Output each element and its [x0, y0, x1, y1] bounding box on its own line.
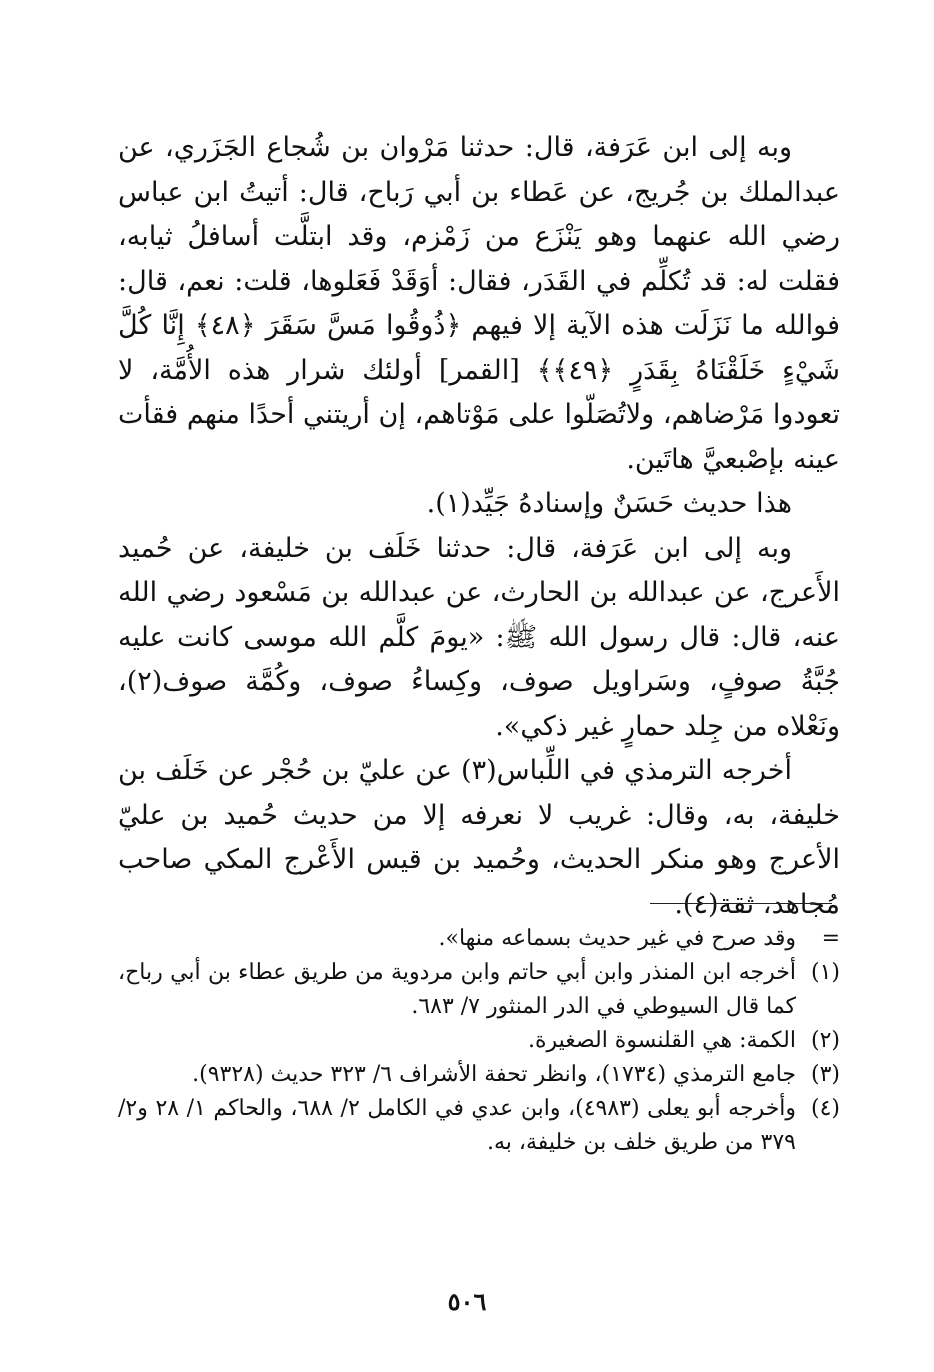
footnote-4 — [118, 1092, 840, 1160]
footnote-3 — [118, 1058, 840, 1092]
main-text — [118, 126, 840, 927]
paragraph-1: وبه إلى ابن عَرَفة، قال: حدثنا مَرْوان بن شُجاع الجَزَري، عن عبدالملك بن جُريج، عن عَطاء بن أبي رَباح، قال: أتيتُ ابن عباس رضي الله عنهما وهو يَنْزَع من زَمْزم، وقد ابتلَّت أسافلُ ثيابه، فقلت له: قد تُكلِّم في القَدَر، فقال: أوَقَدْ فَعَلوها، قلت: نعم، قال: فوالله ما نَزَلَت هذه الآية إلا فيهم ﴿ذُوقُوا مَسَّ سَقَرَ ﴿٤٨﴾ إِنَّا كُلَّ شَيْءٍ خَلَقْنَاهُ بِقَدَرٍ ﴿٤٩﴾﴾ [القمر] أولئك شرار هذه الأُمَّة، لا تعودوا مَرْضاهم، ولاتُصَلّوا على مَوْتاهم، إن أريتني أحدًا منهم فقأت عينه بإصْبعيَّ هاتَين. — [118, 132, 840, 475]
paragraph-3: وبه إلى ابن عَرَفة، قال: حدثنا خَلَف بن خليفة، عن حُميد الأَعرج، عن عبدالله بن الحارث، عن عبدالله بن مَسْعود رضي الله عنه، قال: قال رسول الله ﷺ: «يومَ كلَّم الله موسى كانت عليه جُبَّةُ صوفٍ، وسَراويل صوف، وكِساءُ صوف، وكُمَّة صوف(٢)، ونَعْلاه من جِلد حمارٍ غير ذكي». — [118, 532, 840, 742]
footnote-separator — [650, 903, 832, 904]
footnote-continuation — [118, 922, 840, 956]
footnote-1 — [118, 956, 840, 1024]
footnote-2 — [118, 1024, 840, 1058]
page-number: ٥٠٦ — [447, 1287, 487, 1316]
footnote-mark: = — [821, 926, 840, 951]
footnote-text: أخرجه ابن المنذر وابن أبي حاتم وابن مردوية من طريق عطاء بن أبي رباح، كما قال السيوطي في الدر المنثور ٧/ ٦٨٣. — [118, 960, 796, 1019]
footnote-mark: (٣) — [810, 1062, 840, 1087]
footnote-mark: (١) — [810, 960, 840, 985]
footnote-text: وقد صرح في غير حديث بسماعه منها». — [438, 926, 796, 951]
paragraph-2: هذا حديث حَسَنٌ وإسنادهُ جَيِّد(١). — [426, 488, 792, 519]
footnotes — [118, 922, 840, 1160]
footnote-text: وأخرجه أبو يعلى (٤٩٨٣)، وابن عدي في الكامل ٢/ ٦٨٨، والحاكم ١/ ٢٨ و٢/ ٣٧٩ من طريق خلف بن خليفة، به. — [118, 1096, 797, 1155]
footnote-text: جامع الترمذي (١٧٣٤)، وانظر تحفة الأشراف ٦/ ٣٢٣ حديث (٩٣٢٨). — [192, 1062, 796, 1087]
footnote-mark: (٢) — [810, 1028, 840, 1053]
footnote-mark: (٤) — [810, 1096, 840, 1121]
footnote-text: الكمة: هي القلنسوة الصغيرة. — [528, 1028, 796, 1053]
paragraph-4: أخرجه الترمذي في اللِّباس(٣) عن عليّ بن حُجْر عن خَلَف بن خليفة، به، وقال: غريب لا نعرفه إلا من حديث حُميد بن عليّ الأعرج وهو منكر الحديث، وحُميد بن قيس الأَعْرج المكي صاحب مُجاهد، ثقة(٤). — [118, 755, 840, 920]
